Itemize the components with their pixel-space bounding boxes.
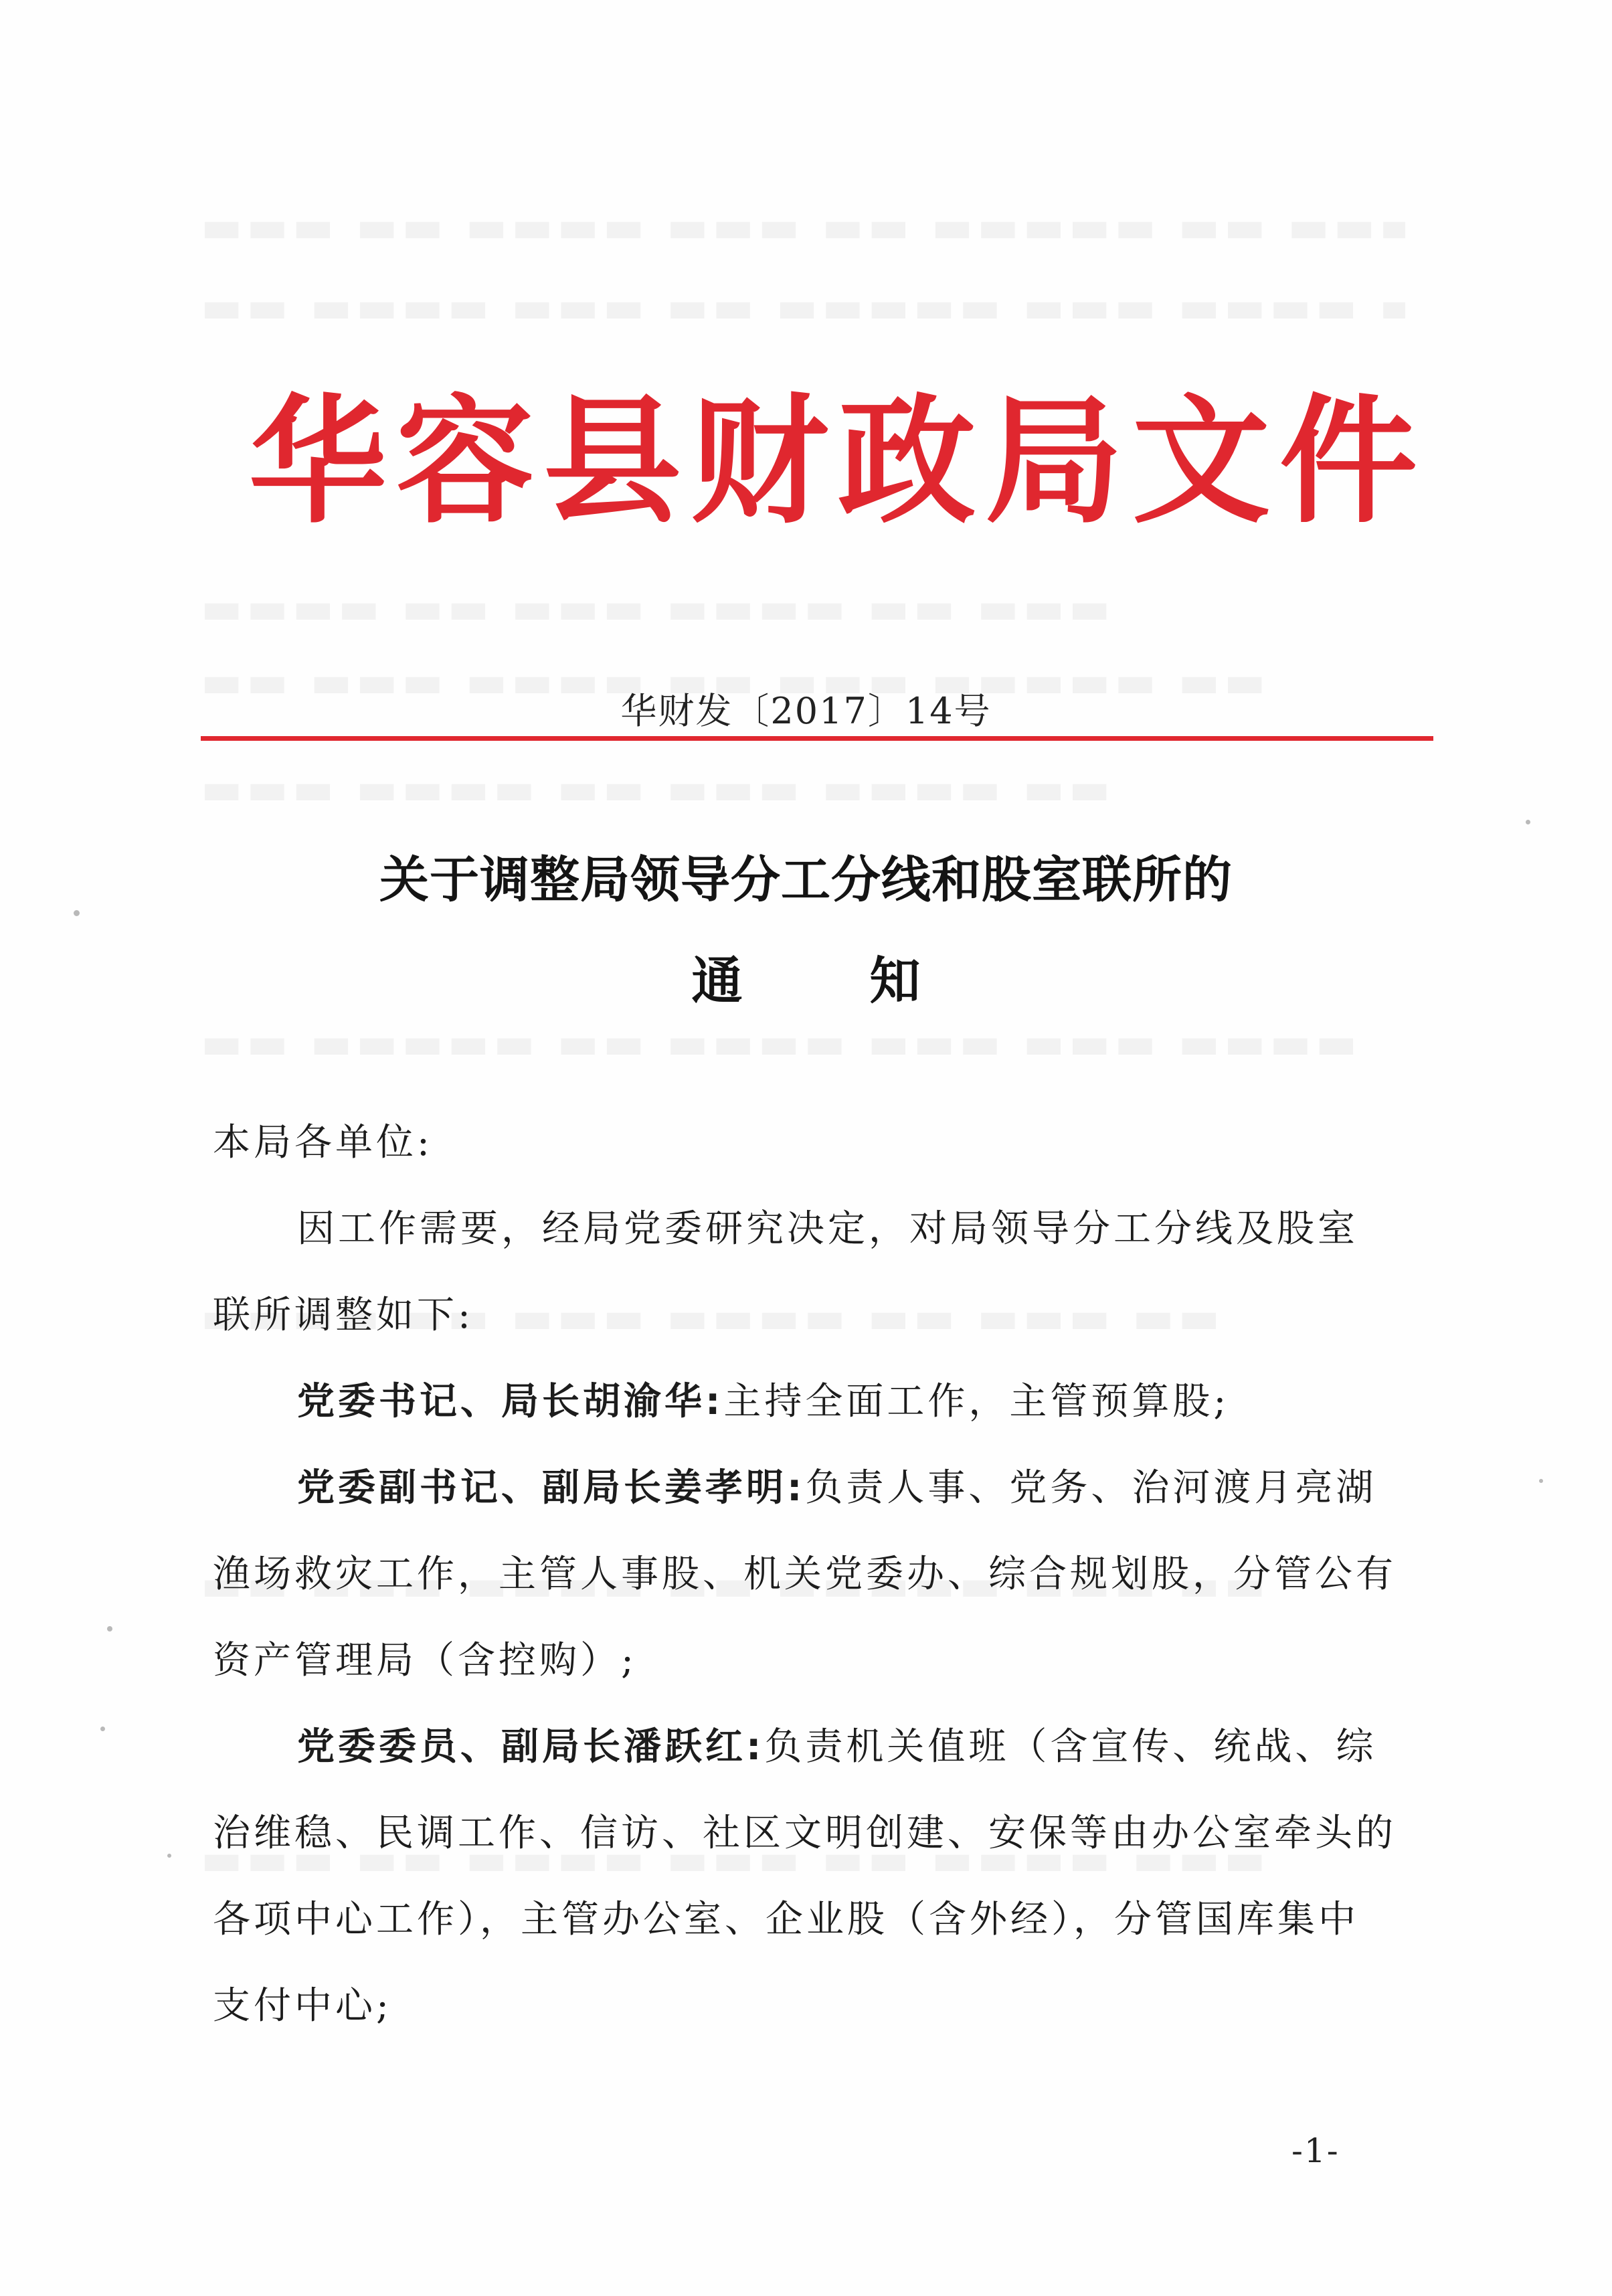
scan-speck (1526, 820, 1530, 824)
scan-speck (167, 1854, 171, 1858)
assignment-paragraph (213, 1358, 1397, 1445)
document-masthead: 华容县财政局文件 (249, 381, 1427, 542)
bleed-through-texture (201, 1017, 1405, 1069)
bleed-through-texture (201, 763, 1405, 814)
document-body (213, 1099, 1397, 2049)
scan-speck (74, 910, 80, 916)
bleed-through-texture (201, 201, 1405, 252)
bleed-through-texture (201, 582, 1405, 634)
red-separator-line (201, 736, 1433, 741)
document-number: 华财发〔2017〕14号 (620, 690, 992, 732)
assignment-paragraph (213, 1445, 1397, 1704)
page-number: -1- (1291, 2131, 1340, 2170)
salutation: 本局各单位: (213, 1121, 433, 1164)
assignment-lead: 党委副书记、副局长姜孝明: (297, 1466, 806, 1510)
scan-speck (1539, 1479, 1543, 1483)
bleed-through-texture (201, 281, 1405, 333)
scan-speck (107, 1626, 112, 1631)
assignment-text: 负责人事、党务、治河渡月亮湖渔场救灾工作，主管人事股、机关党委办、综合规划股，分管公有资产管理局（含控购）; (213, 1466, 1397, 1682)
assignment-text: 负责机关值班（含宣传、统战、综治维稳、民调工作、信访、社区文明创建、安保等由办公室牵头的各项中心工作），主管办公室、企业股（含外经），分管国库集中支付中心; (213, 1725, 1397, 2028)
notice-title-line-2: 通知 (691, 951, 1048, 1010)
assignment-paragraph (213, 1704, 1397, 2049)
scan-speck (100, 1727, 105, 1731)
assignment-lead: 党委书记、局长胡渝华: (297, 1380, 724, 1423)
notice-title-line-1: 关于调整局领导分工分线和股室联所的 (379, 851, 1233, 909)
intro-paragraph: 因工作需要，经局党委研究决定，对局领导分工分线及股室联所调整如下: (213, 1207, 1358, 1337)
assignment-lead: 党委委员、副局长潘跃红: (297, 1725, 765, 1769)
assignment-text: 主持全面工作，主管预算股; (723, 1380, 1230, 1423)
